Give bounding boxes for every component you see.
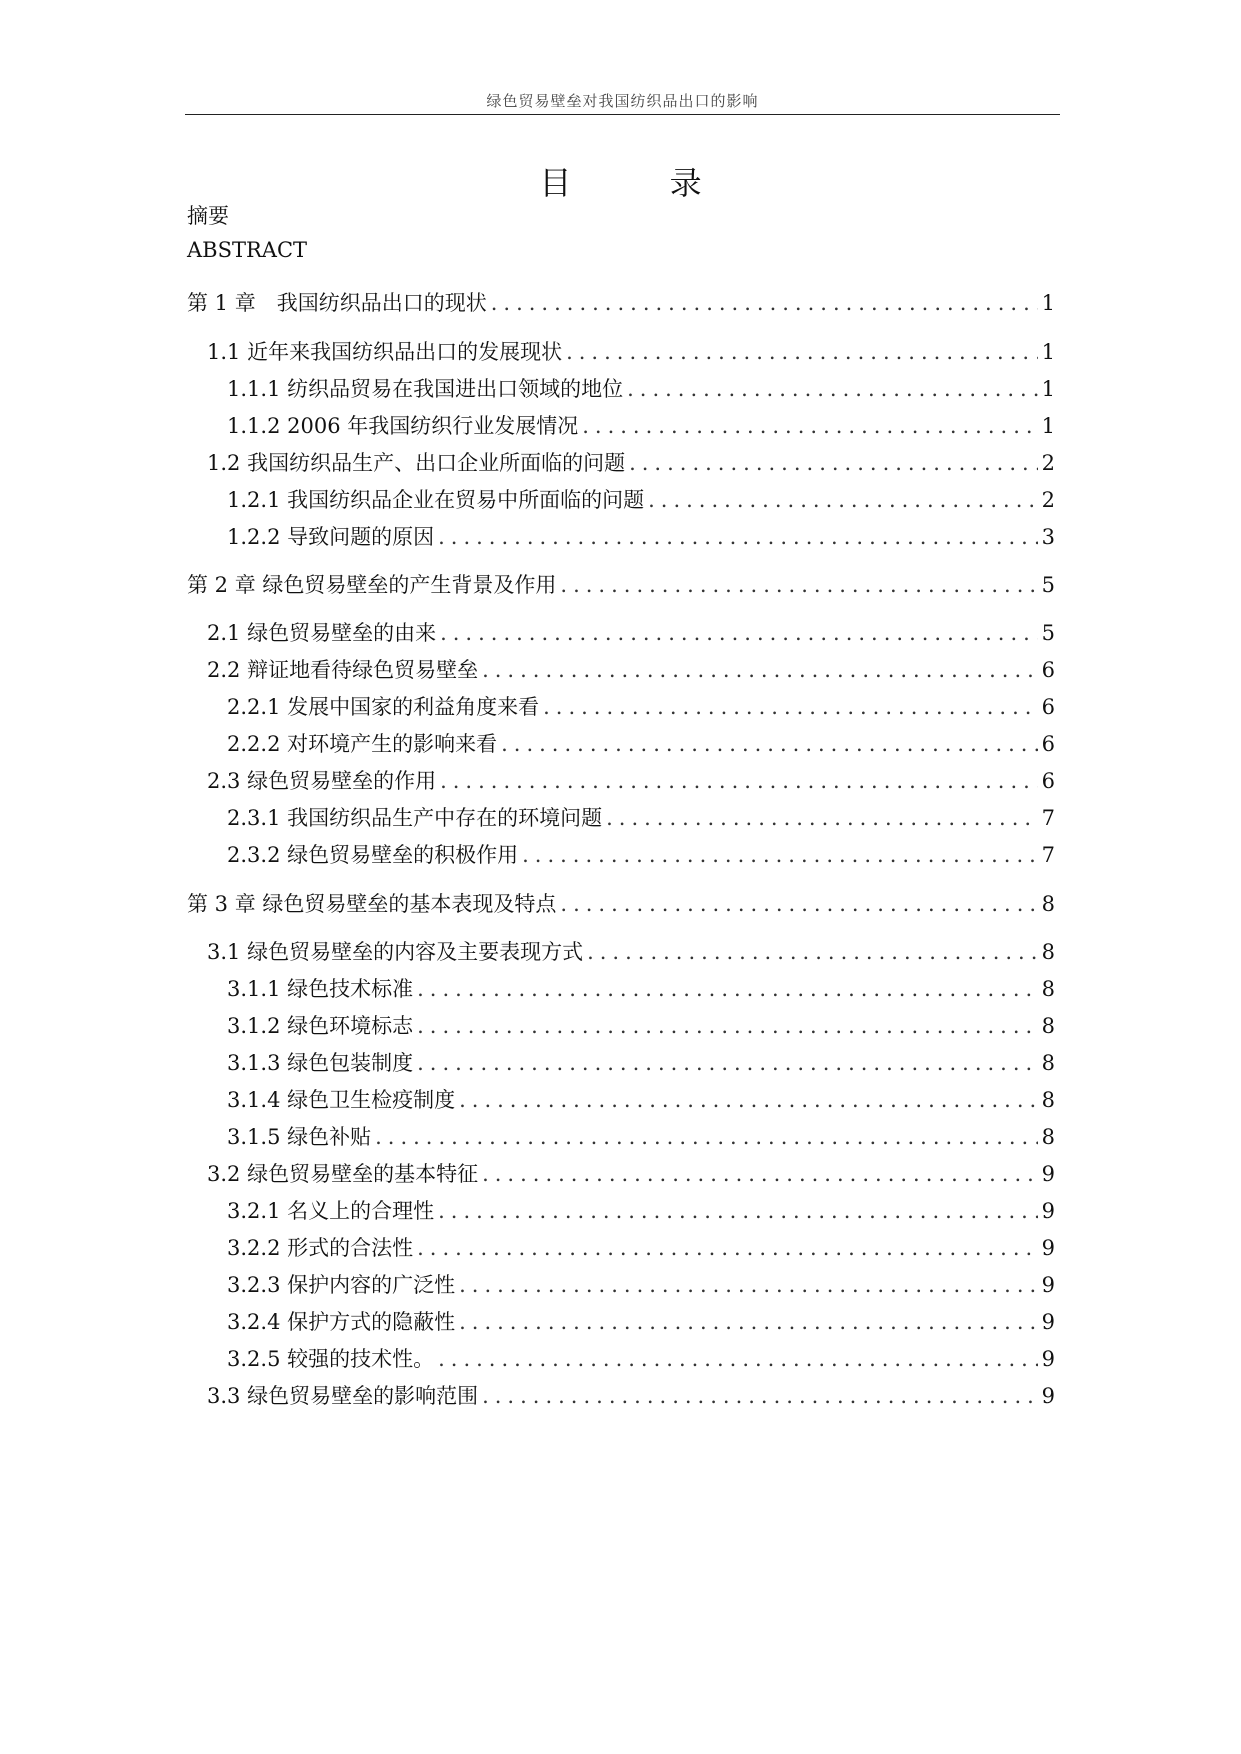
toc-entry-page: 2 bbox=[1041, 488, 1055, 512]
toc-entry-page: 8 bbox=[1041, 977, 1055, 1001]
toc-entry-label: 1.1.2 2006 年我国纺织行业发展情况 bbox=[227, 414, 579, 438]
toc-leader-dots bbox=[417, 1014, 1038, 1038]
toc-entry-label: 1.1.1 纺织品贸易在我国进出口领域的地位 bbox=[227, 377, 624, 401]
toc-entry-page: 8 bbox=[1041, 1051, 1055, 1075]
toc-leader-dots bbox=[459, 1273, 1038, 1297]
toc-leader-dots bbox=[587, 940, 1038, 964]
toc-entry-label: 1.2.1 我国纺织品企业在贸易中所面临的问题 bbox=[227, 488, 645, 512]
toc-entry[interactable] bbox=[227, 1010, 1055, 1040]
toc-entry-label: 3.2.1 名义上的合理性 bbox=[227, 1199, 435, 1223]
toc-entry-page: 9 bbox=[1041, 1347, 1055, 1371]
toc-entry-page: 6 bbox=[1041, 769, 1055, 793]
toc-leader-dots bbox=[501, 732, 1038, 756]
toc-entry-label: 2.1 绿色贸易壁垒的由来 bbox=[207, 621, 437, 645]
toc-entry[interactable] bbox=[187, 287, 1055, 317]
toc-entry-label: 3.2.5 较强的技术性。 bbox=[227, 1347, 435, 1371]
toc-leader-dots bbox=[482, 1162, 1038, 1186]
toc-entry-label: 3.1.2 绿色环境标志 bbox=[227, 1014, 414, 1038]
toc-entry-label: 3.1.3 绿色包装制度 bbox=[227, 1051, 414, 1075]
toc-leader-dots bbox=[522, 843, 1038, 867]
toc-entry[interactable] bbox=[207, 1158, 1055, 1188]
toc-entry-label: 3.1.1 绿色技术标准 bbox=[227, 977, 414, 1001]
toc-leader-dots bbox=[482, 1384, 1038, 1408]
toc-leader-dots bbox=[375, 1125, 1038, 1149]
toc-entry-page: 1 bbox=[1041, 291, 1055, 315]
toc-entry-label: 2.3.2 绿色贸易壁垒的积极作用 bbox=[227, 843, 519, 867]
front-matter-abstract-cn[interactable]: 摘要 bbox=[187, 204, 229, 228]
toc-entry-label: 2.2 辩证地看待绿色贸易壁垒 bbox=[207, 658, 479, 682]
toc-entry-page: 8 bbox=[1041, 1014, 1055, 1038]
toc-entry[interactable] bbox=[227, 839, 1055, 869]
toc-entry[interactable] bbox=[187, 569, 1055, 599]
toc-entry[interactable] bbox=[207, 447, 1055, 477]
toc-entry[interactable] bbox=[227, 484, 1055, 514]
toc-entry[interactable] bbox=[227, 373, 1055, 403]
toc-entry-page: 8 bbox=[1041, 1125, 1055, 1149]
toc-entry[interactable] bbox=[227, 973, 1055, 1003]
toc-entry[interactable] bbox=[207, 1380, 1055, 1410]
toc-entry[interactable] bbox=[227, 521, 1055, 551]
toc-entry-label: 1.2 我国纺织品生产、出口企业所面临的问题 bbox=[207, 451, 626, 475]
toc-entry[interactable] bbox=[227, 1121, 1055, 1151]
toc-entry-page: 5 bbox=[1041, 621, 1055, 645]
toc-entry-page: 1 bbox=[1041, 377, 1055, 401]
toc-entry-page: 9 bbox=[1041, 1199, 1055, 1223]
toc-entry-page: 1 bbox=[1041, 340, 1055, 364]
toc-entry-label: 1.1 近年来我国纺织品出口的发展现状 bbox=[207, 340, 563, 364]
toc-entry-label: 3.1.4 绿色卫生检疫制度 bbox=[227, 1088, 456, 1112]
toc-entry-page: 5 bbox=[1041, 573, 1055, 597]
toc-entry-page: 9 bbox=[1041, 1236, 1055, 1260]
toc-entry-label: 3.2.2 形式的合法性 bbox=[227, 1236, 414, 1260]
toc-entry-label: 2.2.2 对环境产生的影响来看 bbox=[227, 732, 498, 756]
toc-leader-dots bbox=[459, 1310, 1038, 1334]
toc-entry-label: 3.1.5 绿色补贴 bbox=[227, 1125, 372, 1149]
toc-entry-label: 2.2.1 发展中国家的利益角度来看 bbox=[227, 695, 540, 719]
toc-entry[interactable] bbox=[207, 765, 1055, 795]
toc-entry-label: 第 2 章 绿色贸易壁垒的产生背景及作用 bbox=[187, 573, 557, 597]
toc-leader-dots bbox=[491, 291, 1038, 315]
toc-entry-label: 3.2.4 保护方式的隐蔽性 bbox=[227, 1310, 456, 1334]
toc-entry-label: 3.2 绿色贸易壁垒的基本特征 bbox=[207, 1162, 479, 1186]
toc-entry[interactable] bbox=[227, 410, 1055, 440]
toc-leader-dots bbox=[629, 451, 1038, 475]
toc-entry-page: 9 bbox=[1041, 1310, 1055, 1334]
toc-leader-dots bbox=[566, 340, 1038, 364]
toc-entry-label: 2.3.1 我国纺织品生产中存在的环境问题 bbox=[227, 806, 603, 830]
toc-leader-dots bbox=[417, 977, 1038, 1001]
toc-leader-dots bbox=[417, 1236, 1038, 1260]
toc-entry-page: 9 bbox=[1041, 1273, 1055, 1297]
toc-entry[interactable] bbox=[227, 1269, 1055, 1299]
toc-entry-page: 8 bbox=[1041, 892, 1055, 916]
toc-entry[interactable] bbox=[207, 654, 1055, 684]
toc-leader-dots bbox=[438, 1347, 1038, 1371]
running-header: 绿色贸易壁垒对我国纺织品出口的影响 bbox=[486, 92, 759, 110]
toc-entry[interactable] bbox=[227, 1195, 1055, 1225]
toc-entry[interactable] bbox=[227, 1306, 1055, 1336]
toc-entry-page: 9 bbox=[1041, 1162, 1055, 1186]
toc-entry-page: 1 bbox=[1041, 414, 1055, 438]
toc-entry-page: 9 bbox=[1041, 1384, 1055, 1408]
toc-entry[interactable] bbox=[227, 1232, 1055, 1262]
toc-leader-dots bbox=[543, 695, 1038, 719]
toc-entry-page: 6 bbox=[1041, 695, 1055, 719]
toc-entry[interactable] bbox=[227, 1084, 1055, 1114]
toc-entry-page: 6 bbox=[1041, 658, 1055, 682]
toc-leader-dots bbox=[417, 1051, 1038, 1075]
toc-entry-label: 第 1 章 我国纺织品出口的现状 bbox=[187, 291, 487, 315]
toc-leader-dots bbox=[560, 573, 1037, 597]
toc-entry[interactable] bbox=[207, 617, 1055, 647]
toc-entry-label: 3.3 绿色贸易壁垒的影响范围 bbox=[207, 1384, 479, 1408]
toc-leader-dots bbox=[440, 621, 1038, 645]
header-rule bbox=[185, 114, 1060, 115]
toc-entry-label: 第 3 章 绿色贸易壁垒的基本表现及特点 bbox=[187, 892, 557, 916]
toc-leader-dots bbox=[482, 658, 1038, 682]
toc-entry-page: 8 bbox=[1041, 940, 1055, 964]
toc-entry[interactable] bbox=[227, 1047, 1055, 1077]
toc-title: 目 录 bbox=[539, 164, 746, 202]
toc-entry-page: 7 bbox=[1041, 806, 1055, 830]
toc-entry-label: 3.2.3 保护内容的广泛性 bbox=[227, 1273, 456, 1297]
toc-entry[interactable] bbox=[227, 691, 1055, 721]
toc-entry[interactable] bbox=[227, 1343, 1055, 1373]
toc-entry[interactable] bbox=[227, 802, 1055, 832]
toc-entry-page: 2 bbox=[1041, 451, 1055, 475]
toc-leader-dots bbox=[459, 1088, 1038, 1112]
toc-entry-page: 6 bbox=[1041, 732, 1055, 756]
toc-leader-dots bbox=[582, 414, 1037, 438]
toc-entry-page: 3 bbox=[1041, 525, 1055, 549]
toc-entry-page: 7 bbox=[1041, 843, 1055, 867]
toc-entry-label: 3.1 绿色贸易壁垒的内容及主要表现方式 bbox=[207, 940, 584, 964]
toc-leader-dots bbox=[560, 892, 1037, 916]
toc-leader-dots bbox=[438, 1199, 1038, 1223]
toc-entry-label: 2.3 绿色贸易壁垒的作用 bbox=[207, 769, 437, 793]
toc-leader-dots bbox=[606, 806, 1038, 830]
toc-leader-dots bbox=[440, 769, 1038, 793]
toc-leader-dots bbox=[627, 377, 1038, 401]
toc-entry[interactable] bbox=[187, 888, 1055, 918]
toc-entry-page: 8 bbox=[1041, 1088, 1055, 1112]
front-matter-abstract-en[interactable]: ABSTRACT bbox=[187, 238, 308, 262]
toc-entry-label: 1.2.2 导致问题的原因 bbox=[227, 525, 435, 549]
toc-entry[interactable] bbox=[207, 936, 1055, 966]
toc-leader-dots bbox=[438, 525, 1038, 549]
toc-entry[interactable] bbox=[207, 336, 1055, 366]
toc-leader-dots bbox=[648, 488, 1038, 512]
toc-entry[interactable] bbox=[227, 728, 1055, 758]
